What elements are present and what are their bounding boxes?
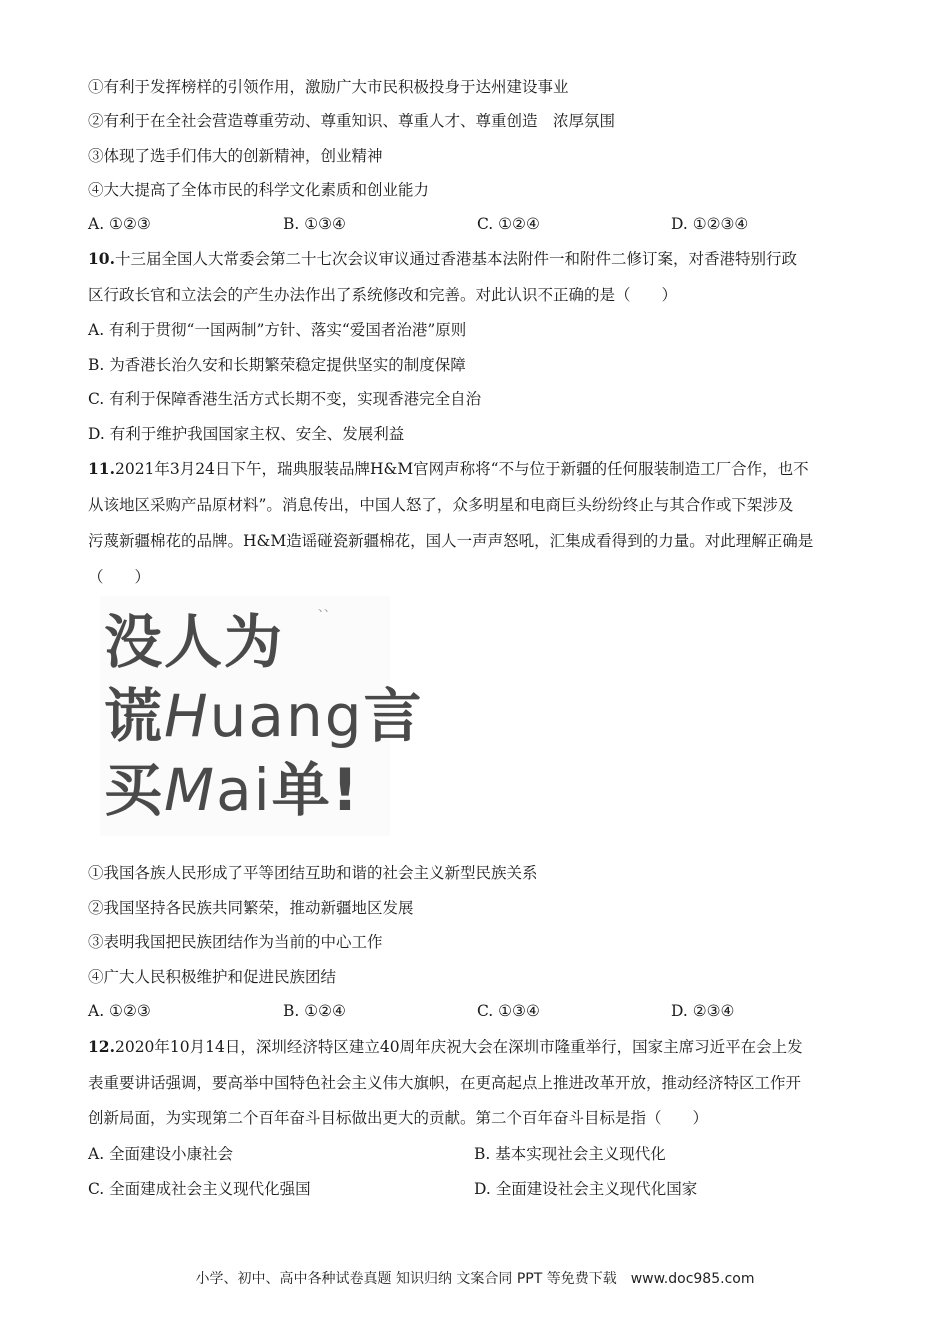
q10-option-a: A. 有利于贯彻“一国两制”方针、落实“爱国者治港”原则 [88,321,467,339]
q11-item-4: ④广大人民积极维护和促进民族团结 [88,968,337,986]
q10-option-b: B. 为香港长治久安和长期繁荣稳定提供坚实的制度保障 [88,356,466,374]
image-smudge: 、、 [318,600,337,614]
q12-option-b: B. 基本实现社会主义现代化 [474,1145,666,1163]
q10-option-c: C. 有利于保障香港生活方式长期不变，实现香港完全自治 [88,390,482,408]
q11-stem-line-2: 从该地区采购产品原材料”。消息传出，中国人怒了，众多明星和电商巨头纷纷终止与其合作或下架涉及 [88,496,794,514]
q11-stem-line-1: 11.2021年3月24日下午，瑞典服装品牌H&M官网声称将“不与位于新疆的任何服装制造工厂合作，也不 [88,459,809,478]
q11-option-a: A. ①②③ [88,1002,151,1020]
q12-option-c: C. 全面建成社会主义现代化强国 [88,1180,311,1198]
q10-number: 10. [88,249,115,268]
q9-item-4: ④大大提高了全体市民的科学文化素质和创业能力 [88,181,430,199]
q12-stem-line-1: 12.2020年10月14日，深圳经济特区建立40周年庆祝大会在深圳市隆重举行，国家主席习近平在会上发 [88,1037,803,1056]
q9-option-a: A. ①②③ [88,215,151,233]
slogan-image [100,596,424,836]
q9-item-2: ②有利于在全社会营造尊重劳动、尊重知识、尊重人才、尊重创造 浓厚氛围 [88,112,616,130]
q9-option-b: B. ①③④ [283,215,346,233]
q11-stem-line-4: （ ） [88,568,151,586]
q10-stem-line-2: 区行政长官和立法会的产生办法作出了系统修改和完善。对此认识不正确的是（ ） [88,286,678,304]
q9-option-c: C. ①②④ [477,215,540,233]
q9-option-d: D. ①②③④ [671,215,749,233]
q10-stem-line-1: 10.十三届全国人大常委会第二十七次会议审议通过香港基本法附件一和附件二修订案，对香港特别行政 [88,249,797,268]
slogan-row-2: 谎Huang言 [104,682,424,750]
q11-item-2: ②我国坚持各民族共同繁荣，推动新疆地区发展 [88,899,414,917]
q11-item-3: ③表明我国把民族团结作为当前的中心工作 [88,933,383,951]
q12-stem-line-3: 创新局面，为实现第二个百年奋斗目标做出更大的贡献。第二个百年奋斗目标是指（ ） [88,1109,709,1127]
q10-option-d: D. 有利于维护我国国家主权、安全、发展利益 [88,425,405,443]
q11-number: 11. [88,459,115,478]
q11-stem-line-3: 污蔑新疆棉花的品牌。H&M造谣碰瓷新疆棉花，国人一声声怒吼，汇集成看得到的力量。对此理解正确是 [88,532,814,550]
q12-stem-line-2: 表重要讲话强调，要高举中国特色社会主义伟大旗帜，在更高起点上推进改革开放，推动经济特区工作开 [88,1074,802,1092]
q12-option-a: A. 全面建设小康社会 [88,1145,234,1163]
slogan-row-3: 买Mai单! [104,756,361,824]
q9-item-3: ③体现了选手们伟大的创新精神，创业精神 [88,147,383,165]
q11-option-d: D. ②③④ [671,1002,735,1020]
q11-option-c: C. ①③④ [477,1002,540,1020]
q9-item-1: ①有利于发挥榜样的引领作用，激励广大市民积极投身于达州建设事业 [88,78,569,96]
q12-option-d: D. 全面建设社会主义现代化国家 [474,1180,698,1198]
slogan-row-1: 没人为 [104,608,285,676]
page-footer: 小学、初中、高中各种试卷真题 知识归纳 文案合同 PPT 等免费下载 www.doc985.com [195,1271,755,1287]
q12-number: 12. [88,1037,115,1056]
q11-item-1: ①我国各族人民形成了平等团结互助和谐的社会主义新型民族关系 [88,864,538,882]
q11-option-b: B. ①②④ [283,1002,346,1020]
